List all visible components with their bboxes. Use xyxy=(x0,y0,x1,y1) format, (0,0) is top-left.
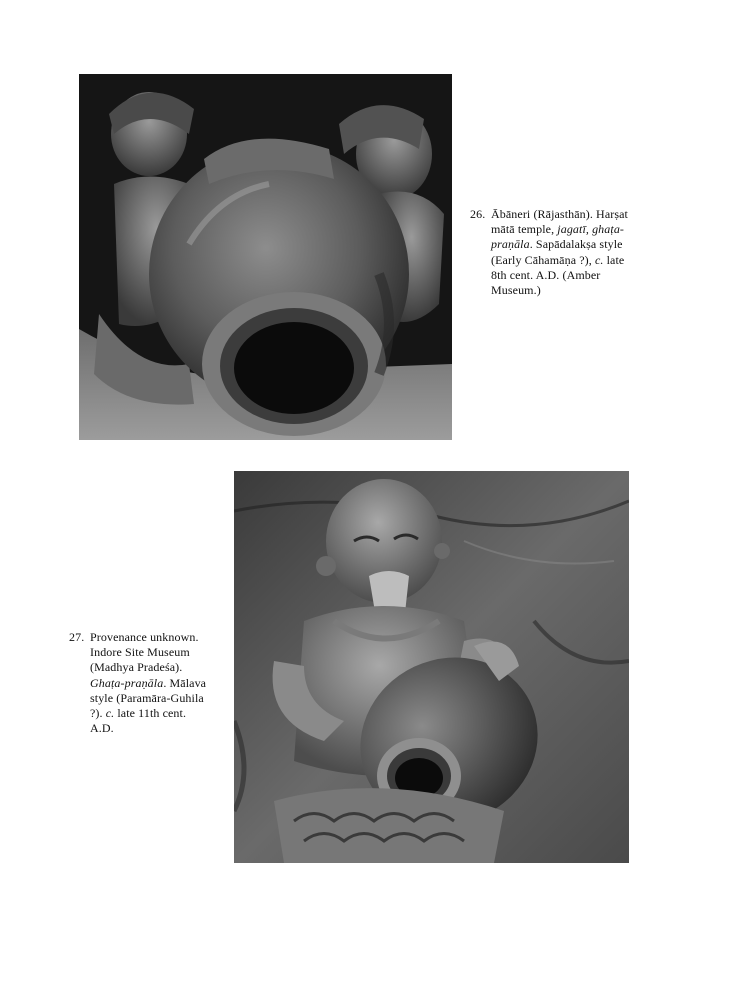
plate-26-image xyxy=(79,74,452,440)
caption-line xyxy=(491,207,660,222)
figure-26-caption-text xyxy=(491,207,660,298)
figure-26-number: 26. xyxy=(470,207,486,221)
caption-text: late 11th cent. xyxy=(114,706,187,721)
caption-line xyxy=(90,645,229,660)
caption-italic-text: c. xyxy=(105,706,115,721)
caption-text: style (Paramāra-Guhila xyxy=(90,690,204,705)
caption-line xyxy=(491,237,660,252)
caption-italic-text: praṇāla xyxy=(491,237,530,252)
caption-text: . Sapādalakṣa style xyxy=(529,237,623,252)
caption-text: A.D. xyxy=(90,721,114,736)
caption-text: late xyxy=(603,252,625,267)
caption-text: Provenance unknown. xyxy=(90,630,199,644)
caption-line xyxy=(90,706,229,721)
caption-line xyxy=(90,691,229,706)
figure-27-caption xyxy=(69,630,229,736)
figure-27-number: 27. xyxy=(69,630,85,644)
caption-text: ?). xyxy=(90,706,106,721)
caption-italic-text: jagatī, ghaṭa- xyxy=(557,222,625,237)
caption-text: Ābāneri (Rājasthān). Harṣat xyxy=(491,207,628,221)
caption-text: 8th cent. A.D. (Amber xyxy=(491,267,601,282)
caption-text: (Early Cāhamāṇa ?), xyxy=(491,252,595,267)
caption-line xyxy=(90,630,229,645)
caption-text: Indore Site Museum xyxy=(90,645,190,660)
plate-27-image xyxy=(234,471,629,863)
caption-text: . Mālava xyxy=(163,675,207,690)
photo-plate-26 xyxy=(79,74,452,440)
caption-line xyxy=(491,253,660,268)
caption-line xyxy=(90,660,229,675)
caption-text: (Madhya Pradeśa). xyxy=(90,660,183,675)
caption-text: Museum.) xyxy=(491,283,541,298)
photo-plate-27 xyxy=(234,471,629,863)
caption-text: mātā temple, xyxy=(491,222,558,237)
caption-line xyxy=(491,222,660,237)
figure-26-caption xyxy=(470,207,660,298)
caption-line xyxy=(90,676,229,691)
caption-italic-text: c. xyxy=(594,252,604,267)
caption-line xyxy=(491,268,660,283)
caption-line xyxy=(90,721,229,736)
caption-line xyxy=(491,283,660,298)
caption-italic-text: Ghaṭa-praṇāla xyxy=(90,675,164,690)
figure-27-caption-text xyxy=(90,630,229,736)
